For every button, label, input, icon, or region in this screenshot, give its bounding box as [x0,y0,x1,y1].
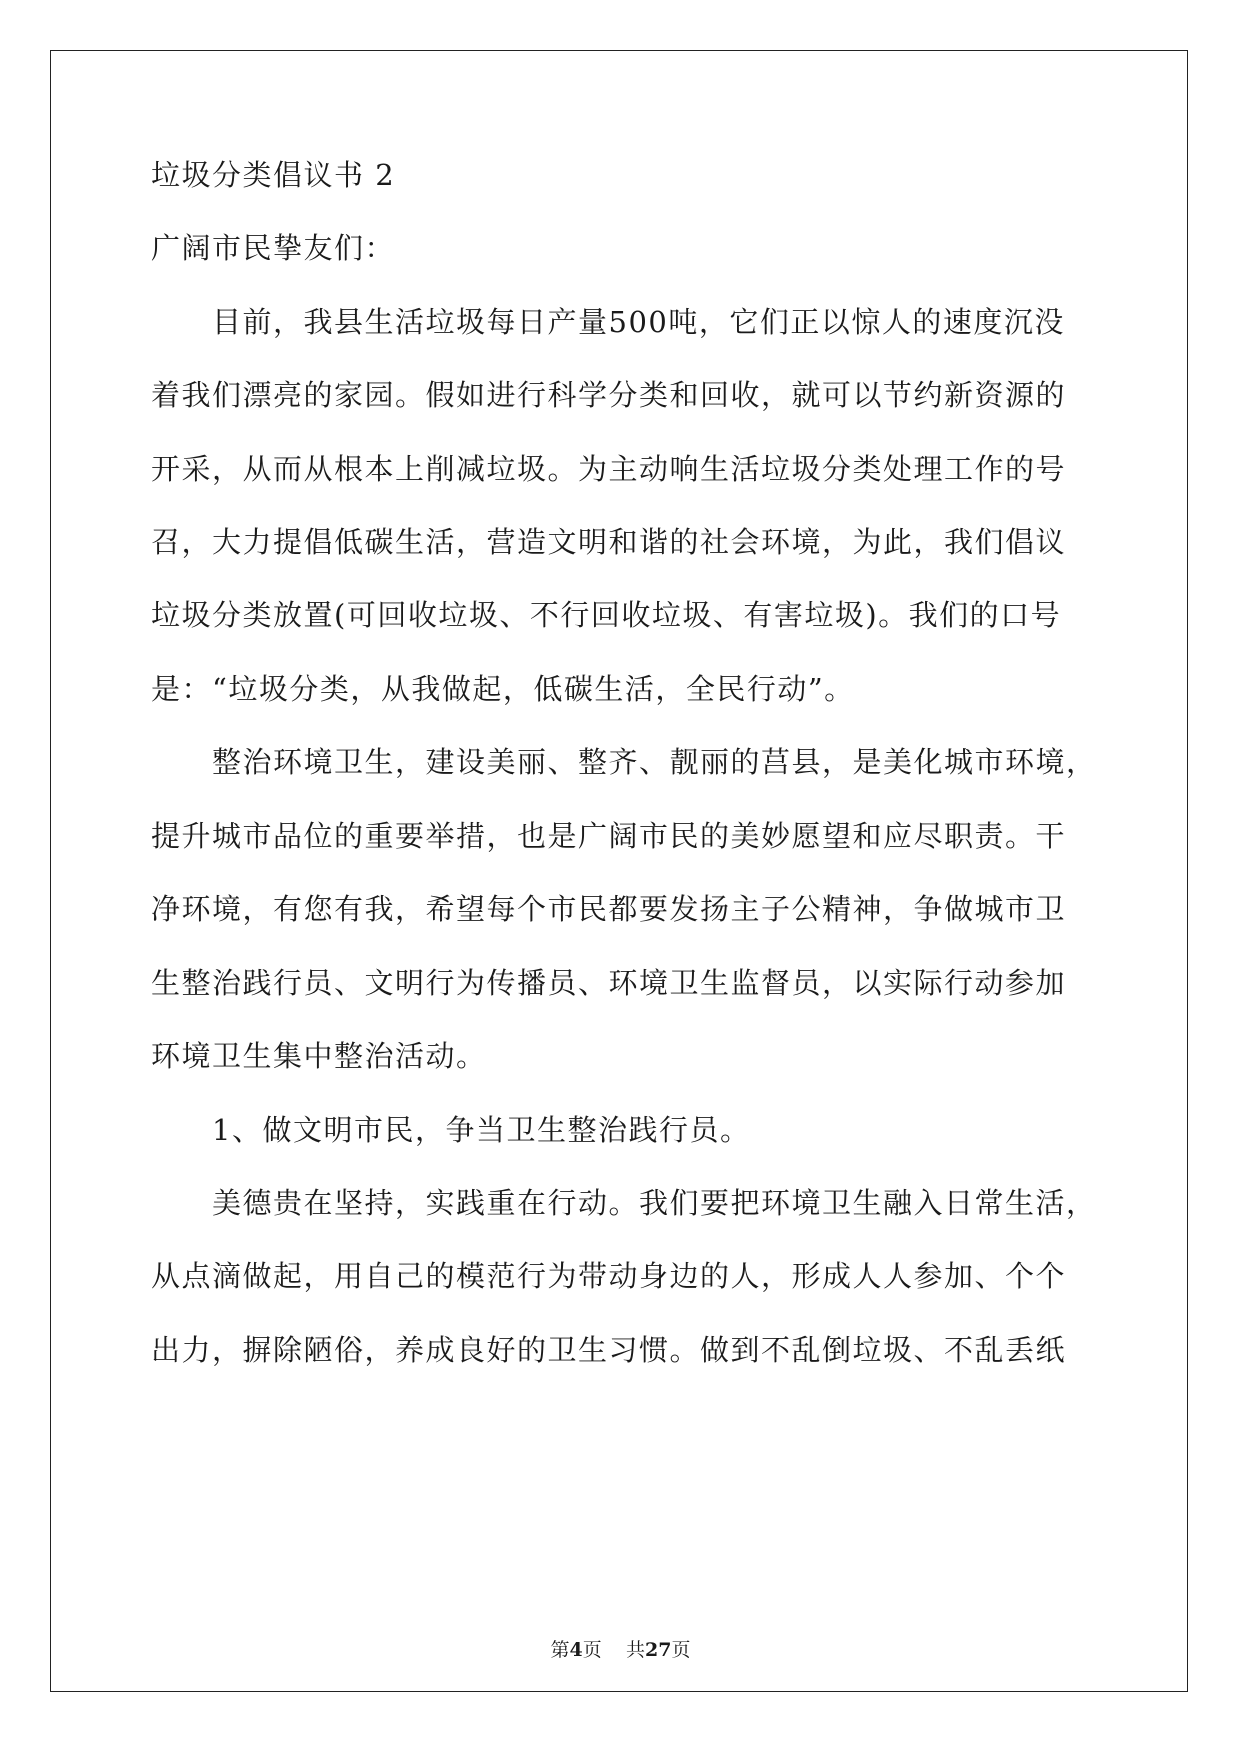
text-line: 整治环境卫生，建设美丽、整齐、靓丽的莒县，是美化城市环境， [151,745,1097,779]
text-line: 着我们漂亮的家园。假如进行科学分类和回收，就可以节约新资源的 [151,378,1067,412]
footer-total-prefix: 共 [625,1639,645,1661]
text-line: 召，大力提倡低碳生活，营造文明和谐的社会环境，为此，我们倡议 [151,525,1067,559]
text-line: 环境卫生集中整治活动。 [151,1039,487,1073]
total-pages: 27 [644,1639,672,1661]
salutation: 广阔市民挚友们： [151,231,396,265]
text-line: 开采，从而从根本上削减垃圾。为主动响生活垃圾分类处理工作的号 [151,452,1067,486]
text-line: 提升城市品位的重要举措，也是广阔市民的美妙愿望和应尽职责。干 [151,819,1067,853]
text-line: 目前，我县生活垃圾每日产量500吨，它们正以惊人的速度沉没 [151,305,1065,339]
page-number: 4 [569,1639,583,1661]
footer-total-suffix: 页 [671,1639,691,1661]
text-line: 净环境，有您有我，希望每个市民都要发扬主子公精神，争做城市卫 [151,892,1067,926]
text-line: 从点滴做起，用自己的模范行为带动身边的人，形成人人参加、个个 [151,1259,1067,1293]
text-line: 生整治践行员、文明行为传播员、环境卫生监督员，以实际行动参加 [151,966,1067,1000]
footer-page-suffix: 页 [582,1639,602,1661]
text-line: 出力，摒除陋俗，养成良好的卫生习惯。做到不乱倒垃圾、不乱丢纸 [151,1333,1067,1367]
text-line: 美德贵在坚持，实践重在行动。我们要把环境卫生融入日常生活， [151,1186,1097,1220]
footer-prefix: 第 [550,1639,570,1661]
section-heading: 1、做文明市民，争当卫生整治践行员。 [151,1113,751,1147]
text-line: 垃圾分类放置(可回收垃圾、不行回收垃圾、有害垃圾)。我们的口号 [151,598,1062,632]
document-title: 垃圾分类倡议书 2 [151,158,396,192]
text-line: 是：“垃圾分类，从我做起，低碳生活，全民行动”。 [151,672,855,706]
page-border [50,50,1188,1692]
page-footer [0,1635,1241,1662]
